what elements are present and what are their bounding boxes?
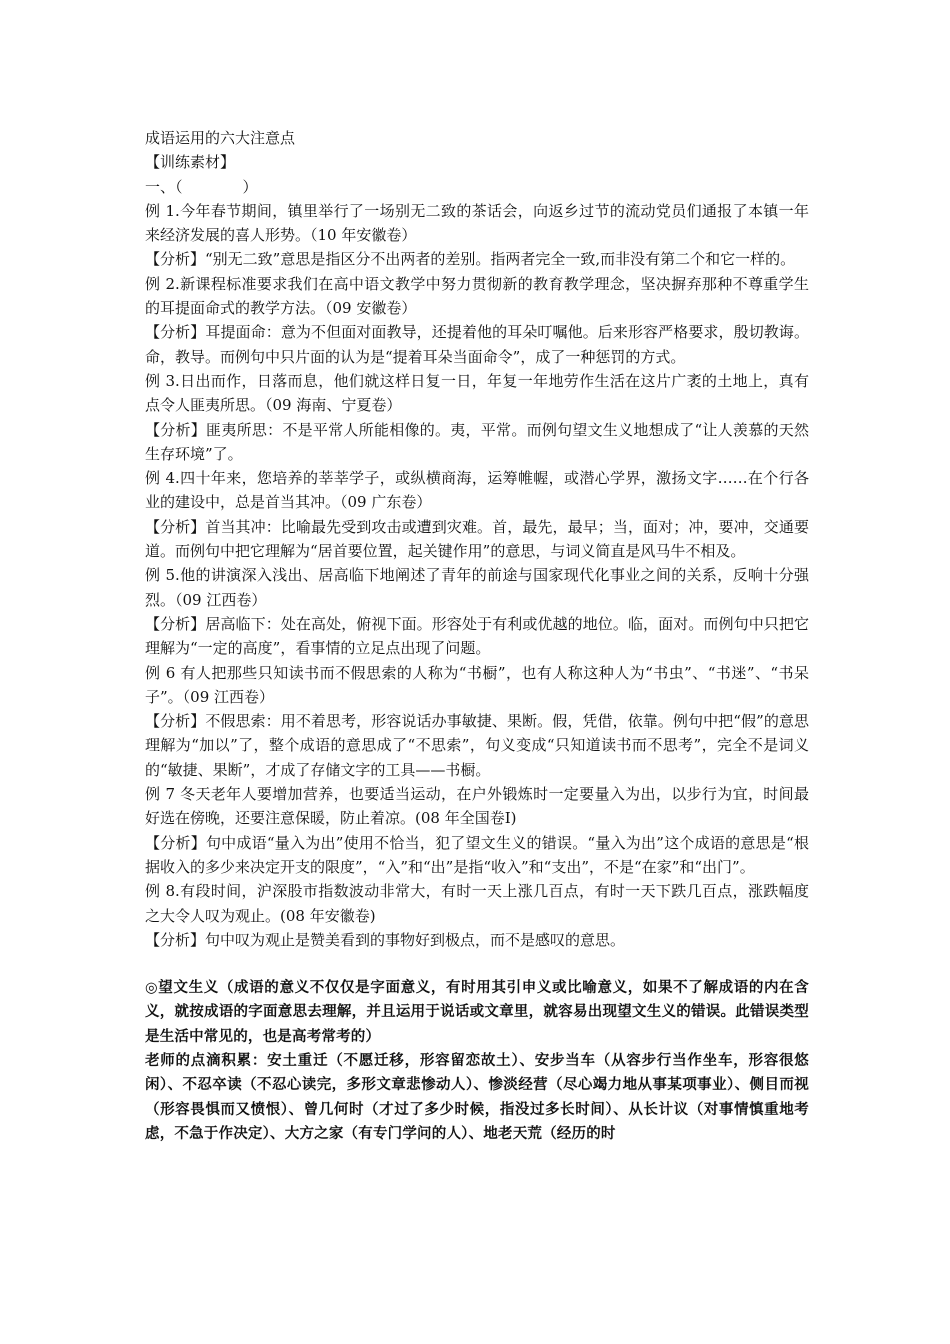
paragraph-example-5: 例 5.他的讲演深入浅出、居高临下地阐述了青年的前途与国家现代化事业之间的关系，反响十分强烈。（09 江西卷） xyxy=(145,566,809,609)
paragraph-analysis-7: 【分析】句中成语“量入为出”使用不恰当，犯了望文生义的错误。“量入为出”这个成语的意思是“根据收入的多少来决定开支的限度”，“入”和“出”是指“收入”和“支出”，不是“在家”和“出门”。 xyxy=(145,833,809,876)
paragraph-analysis-4: 【分析】首当其冲：比喻最先受到攻击或遭到灾难。首，最先，最早；当，面对；冲，要冲，交通要道。而例句中把它理解为“居首要位置，起关键作用”的意思，与词义简直是风马牛不相及。 xyxy=(145,517,809,561)
paragraph-analysis-3: 【分析】匪夷所思：不是平常人所能相像的。夷，平常。而例句望文生义地想成了“让人羡慕的天然生存环境”了。 xyxy=(145,420,809,463)
paragraph-example-8: 例 8.有段时间，沪深股市指数波动非常大，有时一天上涨几百点，有时一天下跌几百点，涨跌幅度之大令人叹为观止。(08 年安徽卷) xyxy=(145,882,809,925)
paragraph-example-2: 例 2.新课程标准要求我们在高中语文教学中努力贯彻新的教育教学理念，坚决摒弃那种不尊重学生的耳提面命式的教学方法。（09 安徽卷） xyxy=(145,274,809,318)
document-page xyxy=(145,126,809,1146)
paragraph-example-3: 例 3.日出而作，日落而息，他们就这样日复一日，年复一年地劳作生活在这片广袤的土地上，真有点令人匪夷所思。（09 海南、宁夏卷） xyxy=(145,371,809,415)
paragraph-analysis-5: 【分析】居高临下：处在高处，俯视下面。形容处于有利或优越的地位。临，面对。而例句中只把它理解为“一定的高度”，看事情的立足点出现了问题。 xyxy=(145,614,809,658)
paragraph-example-1: 例 1.今年春节期间，镇里举行了一场别无二致的茶话会，向返乡过节的流动党员们通报了本镇一年来经济发展的喜人形势。（10 年安徽卷） xyxy=(145,201,809,245)
paragraph-analysis-8: 【分析】句中叹为观止是赞美看到的事物好到极点，而不是感叹的意思。 xyxy=(145,930,626,949)
section-heading: 【训练素材】 xyxy=(145,153,236,172)
bold-paragraph-category: ◎望文生义（成语的意义不仅仅是字面意义，有时用其引申义或比喻意义，如果不了解成语的内在含义，就按成语的字面意思去理解，并且运用于说话或文章里，就容易出现望文生义的错误。此错误类型是生活中常见的，也是高考常考的） xyxy=(145,980,809,1045)
paragraph-example-7: 例 7 冬天老年人要增加营养，也要适当运动，在户外锻炼时一定要量入为出，以步行为宜，时间最好选在傍晚，还要注意保暖，防止着凉。(08 年全国卷Ⅰ) xyxy=(145,785,809,828)
paragraph-analysis-2: 【分析】耳提面命：意为不但面对面教导，还提着他的耳朵叮嘱他。后来形容严格要求，殷切教诲。命，教导。而例句中只片面的认为是“提着耳朵当面命令”，成了一种惩罚的方式。 xyxy=(145,323,809,366)
paragraph-analysis-6: 【分析】不假思索：用不着思考，形容说话办事敏捷、果断。假，凭借，依靠。例句中把“假”的意思理解为“加以”了，整个成语的意思成了“不思索”，句义变成“只知道读书而不思考”，完全不是词义的“敏捷、果断”，才成了存储文字的工具——书橱。 xyxy=(145,712,809,779)
paragraph-analysis-1: 【分析】“别无二致”意思是指区分不出两者的差别。指两者完全一致,而非没有第二个和它一样的。 xyxy=(145,250,796,269)
question-line: 一、（ ） xyxy=(145,177,258,196)
paragraph-example-4: 例 4.四十年来，您培养的莘莘学子，或纵横商海，运筹帷幄，或潜心学界，激扬文字……在个行各业的建设中，总是首当其冲。（09 广东卷） xyxy=(145,469,809,512)
blank-line xyxy=(145,952,809,976)
document-title: 成语运用的六大注意点 xyxy=(145,129,296,147)
bold-paragraph-notes: 老师的点滴积累：安土重迁（不愿迁移，形容留恋故土）、安步当车（从容步行当作坐车，形容很悠闲）、不忍卒读（不忍心读完，多形文章悲惨动人）、惨淡经营（尽心竭力地从事某项事业）、侧目而视（形容畏惧而又愤恨）、曾几何时（才过了多少时候，指没过多长时间）、从长计议（对事情慎重地考虑，不急于作决定）、大方之家（有专门学问的人）、地老天荒（经历的时 xyxy=(145,1052,809,1142)
paragraph-example-6: 例 6 有人把那些只知读书而不假思索的人称为“书橱”，也有人称这种人为“书虫”、“书迷”、“书呆子”。（09 江西卷） xyxy=(145,663,809,706)
